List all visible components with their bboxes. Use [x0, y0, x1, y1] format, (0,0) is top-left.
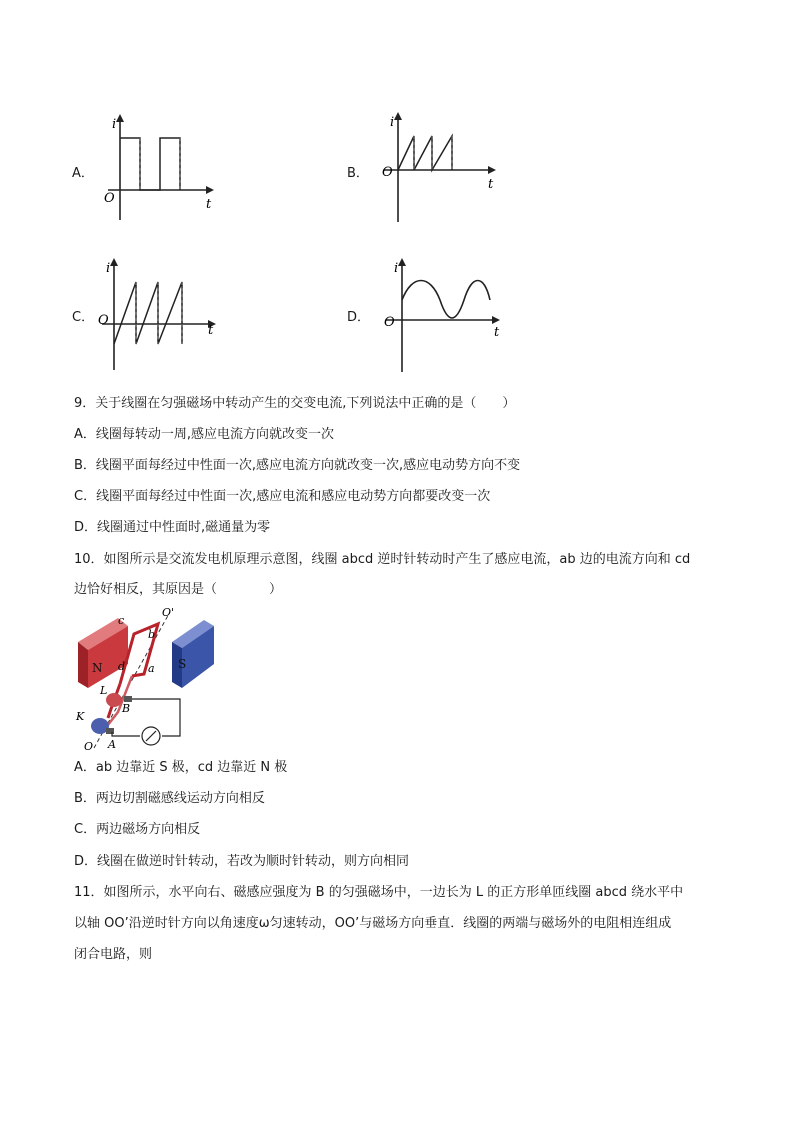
- graph-c-label: C．: [72, 310, 95, 325]
- graph-a-t-arrow: [206, 186, 214, 194]
- graph-c-origin: O: [98, 313, 109, 328]
- label-b: b: [148, 628, 156, 641]
- q9-option-c: C．线圈平面每经过中性面一次,感应电流和感应电动势方向都要改变一次: [74, 489, 491, 504]
- graph-b-label: B．: [347, 166, 369, 181]
- q11-line2: 以轴 OO’沿逆时针方向以角速度ω匀速转动，OO’与磁场方向垂直．线圈的两端与磁场外的电阻相连组成: [74, 916, 672, 931]
- q10-option-c: C．两边磁场方向相反: [74, 822, 201, 837]
- q9-stem: 9．关于线圈在匀强磁场中转动产生的交变电流,下列说法中正确的是（ ）: [74, 396, 516, 411]
- graph-a-label: A．: [72, 166, 94, 181]
- graph-d: [378, 256, 504, 376]
- q11-line3: 闭合电路，则: [74, 947, 153, 962]
- graph-a-i-arrow: [116, 114, 124, 122]
- graph-d-axis-i: i: [394, 261, 399, 276]
- graph-d-curve: [402, 281, 490, 319]
- brush-a: [106, 728, 114, 734]
- graph-c-axis-i: i: [106, 261, 111, 276]
- label-a-brush: A: [108, 738, 116, 751]
- slip-ring-upper: [106, 693, 122, 707]
- label-c: c: [118, 614, 125, 627]
- graph-a-axis-t: t: [206, 197, 212, 212]
- label-o-top: O': [162, 606, 175, 619]
- q9-option-b: B．线圈平面每经过中性面一次,感应电流方向就改变一次,感应电动势方向不变: [74, 458, 521, 473]
- circuit-wire-bottom: [112, 732, 140, 736]
- graph-a-axis-i: i: [112, 117, 117, 132]
- graph-c-axis-t: t: [208, 323, 214, 338]
- graph-b-axis-i: i: [390, 115, 395, 130]
- graph-a-curve: [120, 138, 180, 190]
- q10-stem-line1: 10．如图所示是交流发电机原理示意图，线圈 abcd 逆时针转动时产生了感应电流，ab 边的电流方向和 cd: [74, 552, 691, 567]
- magnet-s-label: S: [178, 657, 187, 671]
- q10-option-b: B．两边切割磁感线运动方向相反: [74, 791, 265, 806]
- q10-stem-line2: 边恰好相反，其原因是（ ）: [74, 582, 283, 597]
- graph-b-curve: [398, 136, 452, 170]
- graph-c-curve: [114, 282, 182, 344]
- label-a: a: [148, 662, 155, 675]
- label-d: d: [118, 660, 126, 673]
- graph-b-origin: O: [382, 165, 393, 180]
- q9-option-a: A．线圈每转动一周,感应电流方向就改变一次: [74, 427, 335, 442]
- graph-a: [100, 112, 220, 224]
- graph-d-axis-t: t: [494, 325, 500, 340]
- graph-a-origin: O: [104, 191, 115, 206]
- label-b-brush: B: [122, 702, 131, 715]
- q11-line1: 11．如图所示，水平向右、磁感应强度为 B 的匀强磁场中，一边长为 L 的正方形单匝线圈 abcd 绕水平中: [74, 885, 684, 900]
- q10-option-a: A．ab 边靠近 S 极，cd 边靠近 N 极: [74, 760, 288, 775]
- magnet-n-label: N: [92, 661, 103, 675]
- graph-d-origin: O: [384, 315, 395, 330]
- graph-d-label: D．: [347, 310, 371, 325]
- label-k: K: [76, 710, 85, 723]
- q10-option-d: D．线圈在做逆时针转动，若改为顺时针转动，则方向相同: [74, 854, 410, 869]
- generator-diagram: [74, 606, 224, 754]
- graph-c: [96, 256, 222, 374]
- label-o-bottom: O: [84, 740, 94, 753]
- q9-option-d: D．线圈通过中性面时,磁通量为零: [74, 520, 271, 535]
- magnet-n-side: [78, 642, 88, 688]
- graph-b-axis-t: t: [488, 177, 494, 192]
- graph-b: [376, 110, 502, 226]
- label-l: L: [100, 684, 108, 697]
